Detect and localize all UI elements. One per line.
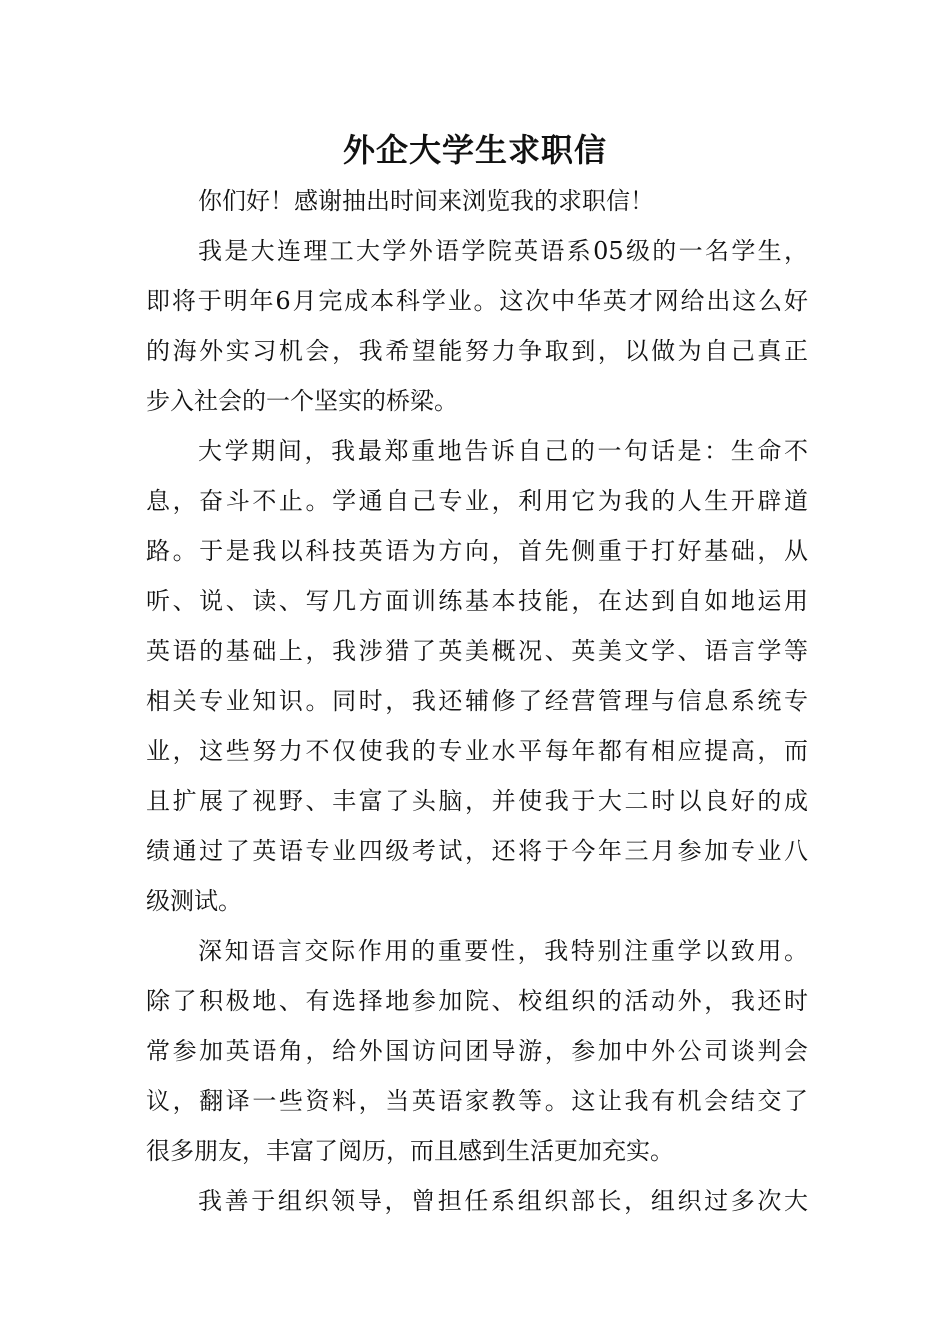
paragraph-line: 听、说、读、写几方面训练基本技能，在达到自如地运用 [146,587,808,615]
paragraph-line: 级测试。 [146,887,242,915]
paragraph-line: 议，翻译一些资料，当英语家教等。这让我有机会结交了 [146,1087,808,1115]
paragraph-line: 我善于组织领导，曾担任系组织部长，组织过多次大 [198,1187,808,1215]
paragraph-line: 的海外实习机会，我希望能努力争取到，以做为自己真正 [146,337,808,365]
letter-body [146,176,808,1226]
paragraph-line: 常参加英语角，给外国访问团导游，参加中外公司谈判会 [146,1037,808,1065]
paragraph-line: 大学期间，我最郑重地告诉自己的一句话是：生命不 [198,437,808,465]
paragraph-line: 相关专业知识。同时，我还辅修了经营管理与信息系统专 [146,687,808,715]
paragraph-line: 很多朋友，丰富了阅历，而且感到生活更加充实。 [146,1137,674,1165]
paragraph-line: 绩通过了英语专业四级考试，还将于今年三月参加专业八 [146,837,808,865]
paragraph-line: 息，奋斗不止。学通自己专业，利用它为我的人生开辟道 [146,487,808,515]
paragraph-line: 深知语言交际作用的重要性，我特别注重学以致用。 [198,937,808,965]
paragraph-line: 我是大连理工大学外语学院英语系05级的一名学生， [198,237,808,265]
paragraph-line: 除了积极地、有选择地参加院、校组织的活动外，我还时 [146,987,808,1015]
paragraph-line: 路。于是我以科技英语为方向，首先侧重于打好基础，从 [146,537,808,565]
paragraph-line: 且扩展了视野、丰富了头脑，并使我于大二时以良好的成 [146,787,808,815]
paragraph-line: 业，这些努力不仅使我的专业水平每年都有相应提高，而 [146,737,808,765]
paragraph-line: 步入社会的一个坚实的桥梁。 [146,387,458,415]
document-title: 外企大学生求职信 [342,131,607,169]
paragraph-line: 即将于明年6月完成本科学业。这次中华英才网给出这么好 [146,287,808,315]
greeting-line: 你们好！感谢抽出时间来浏览我的求职信！ [198,187,654,215]
paragraph-line: 英语的基础上，我涉猎了英美概况、英美文学、语言学等 [146,637,808,665]
